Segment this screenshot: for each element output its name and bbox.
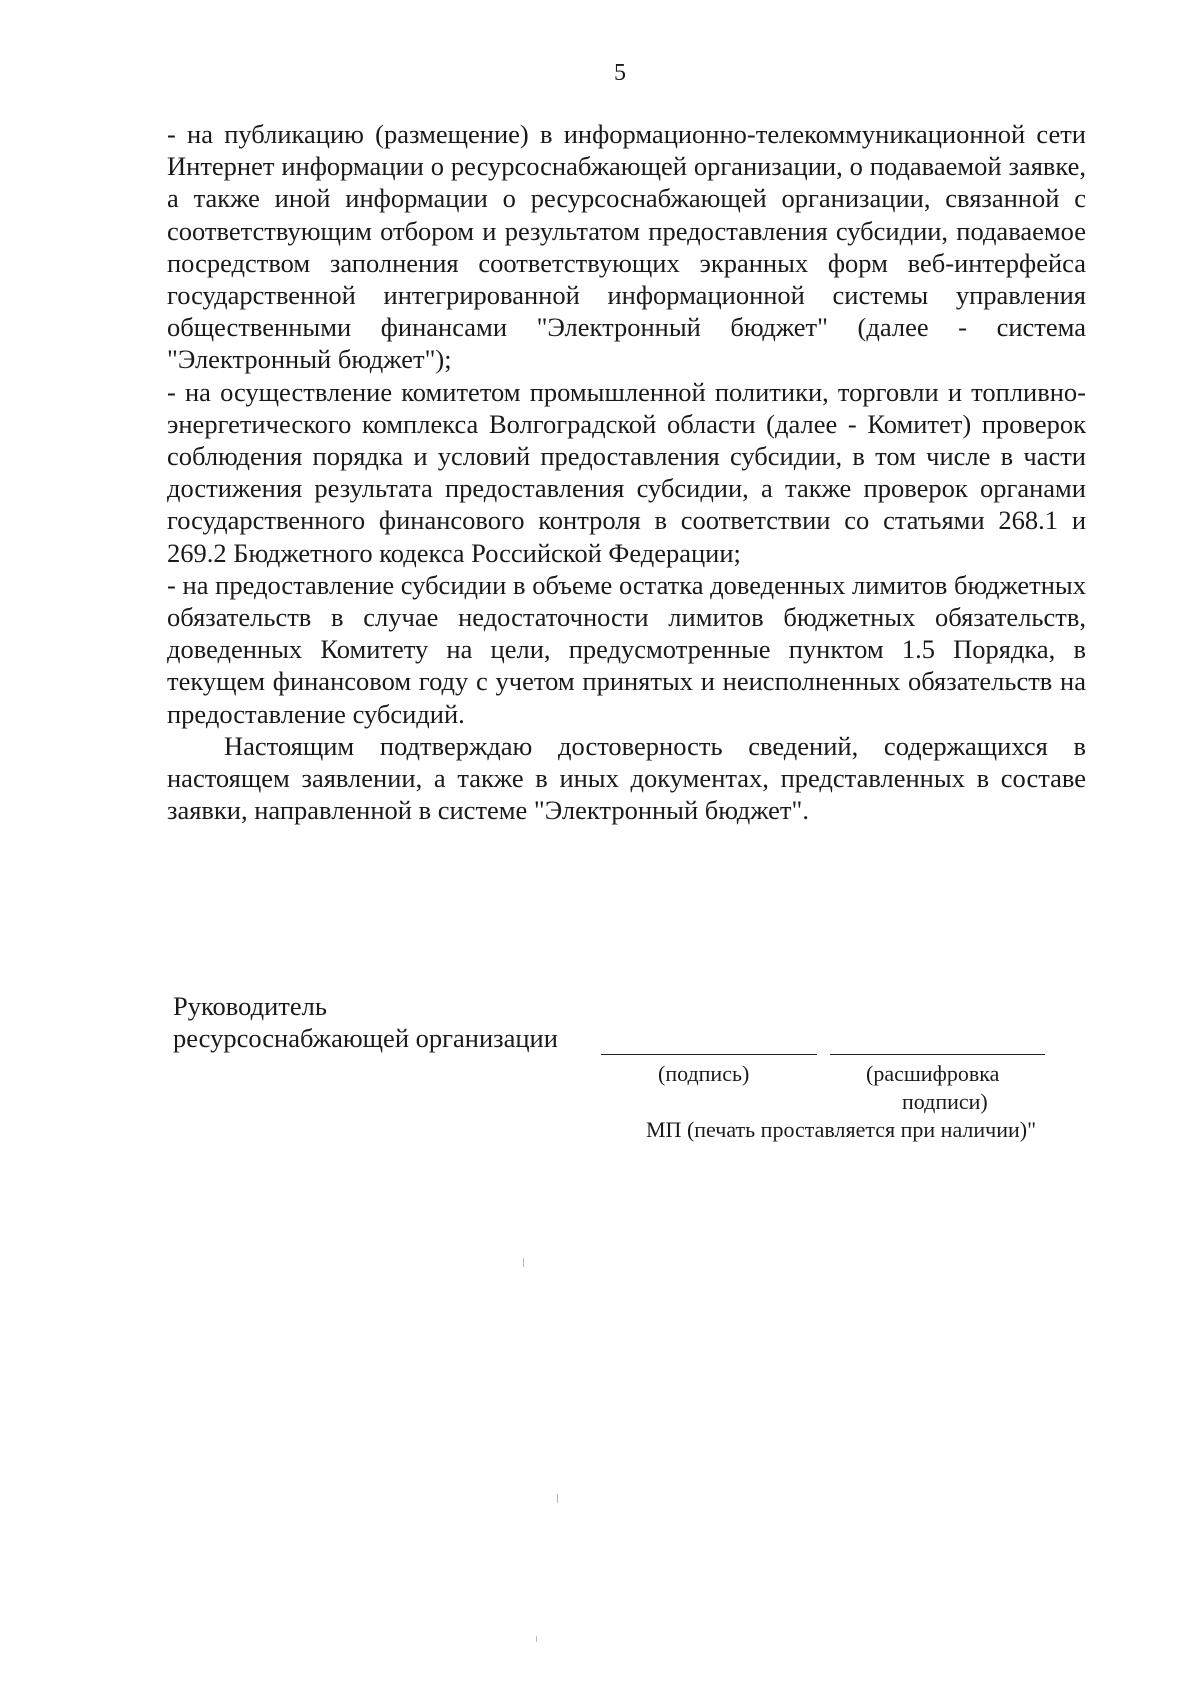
- signature-decoding-line: [830, 1054, 1045, 1055]
- signatory-title-line-1: Руководитель: [173, 991, 327, 1021]
- document-body: [167, 118, 1086, 826]
- scan-speck: [557, 1494, 558, 1503]
- stamp-note: МП (печать проставляется при наличии)": [646, 1117, 1037, 1142]
- signature-line: [601, 1054, 817, 1055]
- paragraph-inspection-consent: - на осуществление комитетом промышленной политики, торговли и топливно-энергетического комплекса Волгоградской области (далее - Комитет) проверок соблюдения порядка и условий предоставления субсидии, в том числе в части достижения результата предоставления субсидии, а также проверок органами государственного финансового контроля в соответствии со статьями 268.1 и 269.2 Бюджетного кодекса Российской Федерации;: [167, 376, 1086, 568]
- decoding-caption-line-2: подписи): [902, 1089, 988, 1114]
- paragraph-confirmation: Настоящим подтверждаю достоверность сведений, содержащихся в настоящем заявлении, а также в иных документах, представленных в составе заявки, направленной в системе "Электронный бюджет".: [167, 730, 1086, 826]
- paragraph-subsidy-limit-consent: - на предоставление субсидии в объеме остатка доведенных лимитов бюджетных обязательств в случае недостаточности лимитов бюджетных обязательств, доведенных Комитету на цели, предусмотренные пунктом 1.5 Порядка, в текущем финансовом году с учетом принятых и неисполненных обязательств на предоставление субсидий.: [167, 569, 1086, 729]
- signature-caption: (подпись): [658, 1061, 750, 1086]
- scan-speck: [523, 1258, 524, 1267]
- scan-speck: [536, 1636, 537, 1642]
- page-number: 5: [614, 60, 626, 86]
- decoding-caption-line-1: (расшифровка: [866, 1061, 1000, 1086]
- paragraph-publication-consent: - на публикацию (размещение) в информационно-телекоммуникационной сети Интернет информации о ресурсоснабжающей организации, о подаваемой заявке, а также иной информации о ресурсоснабжающей организации, связанной с соответствующим отбором и результатом предоставления субсидии, подаваемое посредством заполнения соответствующих экранных форм веб-интерфейса государственной интегрированной информационной системы управления общественными финансами "Электронный бюджет" (далее - система "Электронный бюджет");: [167, 119, 1086, 375]
- signatory-title-line-2: ресурсоснабжающей организации: [173, 1023, 558, 1053]
